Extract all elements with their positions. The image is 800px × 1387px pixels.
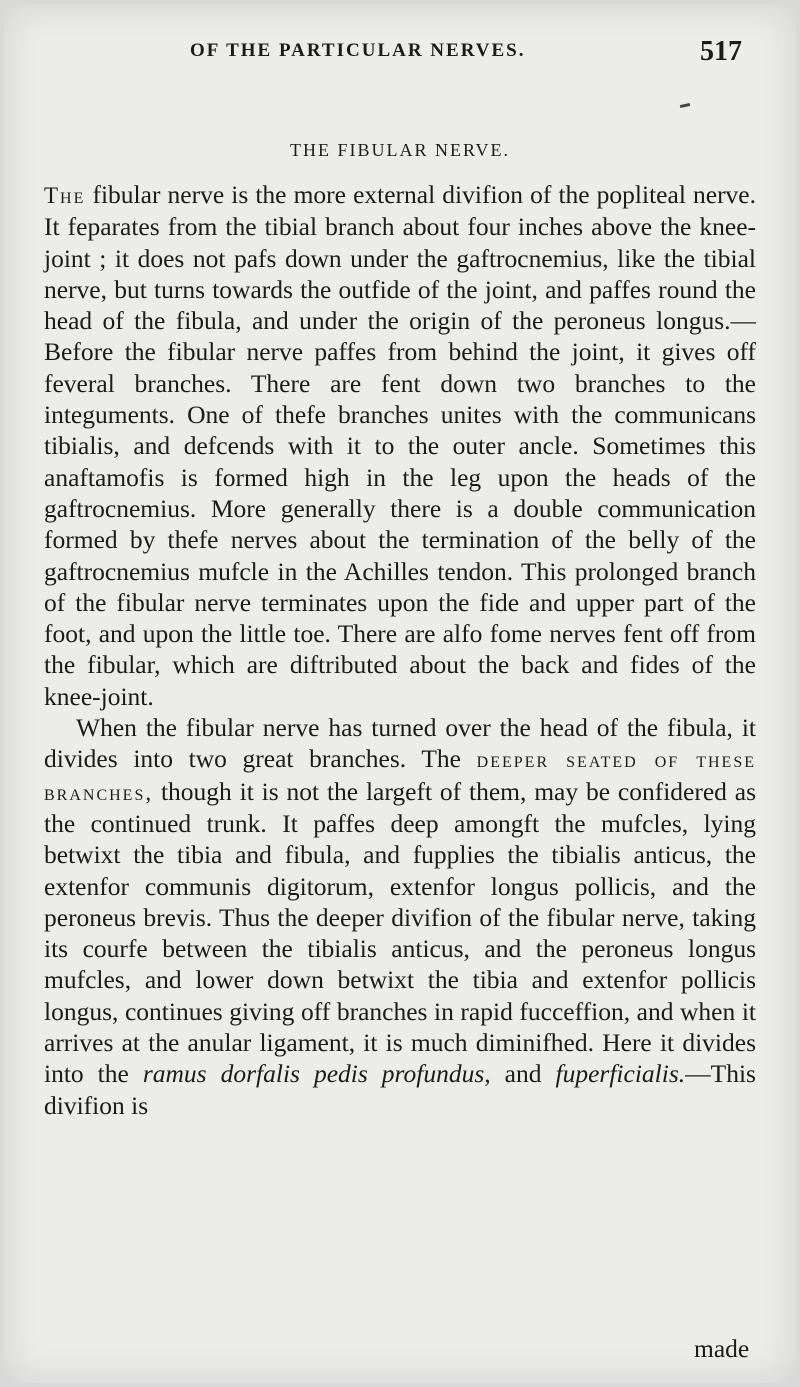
paragraph-1-opening-word: The [44,183,86,208]
paragraph-1 [44,179,756,712]
book-page [4,4,796,1383]
paragraph-2-italic-2: fuperficialis. [555,1059,686,1089]
page-header [4,36,796,76]
paragraph-2 [44,712,756,1121]
section-title: THE FIBULAR NERVE. [289,140,511,160]
paragraph-2-text-d: —This divifion is [44,1059,756,1120]
paragraph-2-text-c: and [490,1059,556,1089]
body-text [44,179,756,1121]
page-number: 517 [700,36,742,67]
paragraph-2-text-a: When the fibular nerve has turned over the head of the fibula, it divides into two great branches. The [44,713,756,774]
catchword: made [694,1334,750,1363]
paragraph-2-italic-1: ramus dorfalis pedis profundus, [142,1059,491,1089]
paragraph-1-text: fibular nerve is the more external divifion of the popliteal nerve. It feparates from the tibial branch about four inches above the knee-joint ; it does not pafs down under the gaftrocnemius, like the tibial nerve, but turns towards the outfide of the joint, and paffes round the head of the fibula, and under the origin of the peroneus longus.—Before the fibular nerve paffes from behind the joint, it gives off feveral branches. There are fent down two branches to the integuments. One of thefe branches unites with the communicans tibialis, and defcends with it to the outer ancle. Sometimes this anaftamofis is formed high in the leg upon the heads of the gaftrocnemius. More generally there is a double communication formed by thefe nerves about the termination of the belly of the gaftrocnemius mufcle in the Achilles tendon. This prolonged branch of the fibular nerve terminates upon the fide and upper part of the foot, and upon the little toe. There are alfo fome nerves fent off from the fibular, which are diftributed about the back and fides of the knee-joint. [44,180,756,711]
paragraph-2-text-b: though it is not the largeft of them, may be confidered as the continued trunk. It paffes deep amongft the mufcles, lying betwixt the tibia and fibula, and fupplies the tibialis anticus, the extenfor communis digitorum, extenfor longus pollicis, and the peroneus brevis. Thus the deeper divifion of the fibular nerve, taking its courfe between the tibialis anticus, and the peroneus longus mufcles, and lower down betwixt the tibia and extenfor pollicis longus, continues giving off branches in rapid fucceffion, and when it arrives at the anular ligament, it is much diminifhed. Here it divides into the [44,776,756,1089]
paragraph-2-smallcaps: deeper seated of these branches, [44,747,756,805]
running-head: OF THE PARTICULAR NERVES. [190,40,526,61]
